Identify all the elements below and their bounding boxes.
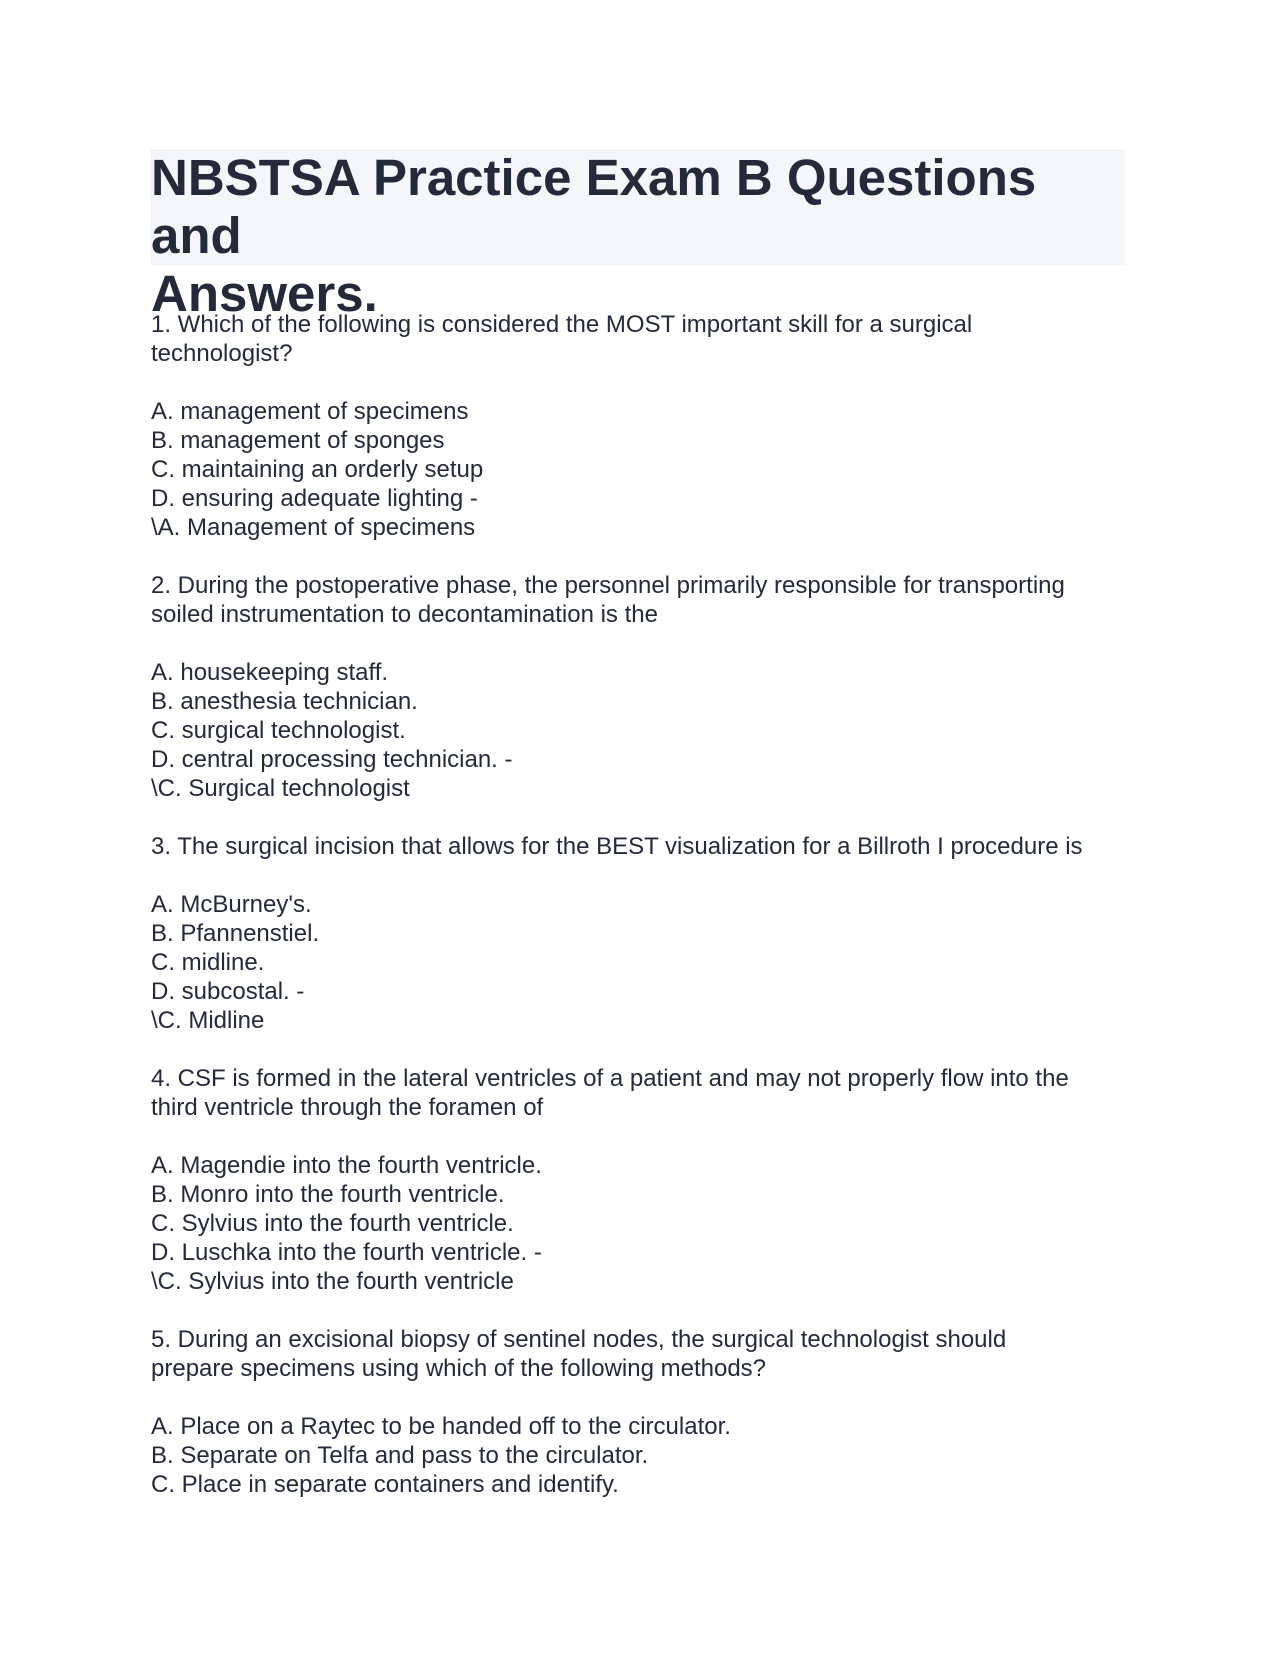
answer-option: A. housekeeping staff. — [151, 659, 389, 686]
answer-option: B. anesthesia technician. — [151, 688, 418, 715]
answer-option: A. McBurney's. — [151, 891, 312, 918]
title-block — [150, 149, 1125, 322]
question-5 — [151, 1325, 1151, 1499]
question-prompt-line: soiled instrumentation to decontamination is the — [151, 601, 658, 628]
spacer — [151, 1383, 1151, 1412]
question-prompt-line: 2. During the postoperative phase, the personnel primarily responsible for transporting — [151, 572, 1065, 599]
question-prompt-line: 1. Which of the following is considered the MOST important skill for a surgical — [151, 311, 973, 338]
spacer — [151, 629, 1151, 658]
question-prompt-line: 3. The surgical incision that allows for the BEST visualization for a Billroth I procedure is — [151, 833, 1083, 860]
answer-option: A. management of specimens — [151, 398, 469, 425]
spacer — [151, 368, 1151, 397]
answer-option: C. surgical technologist. — [151, 717, 406, 744]
answer-option: B. Separate on Telfa and pass to the circulator. — [151, 1442, 649, 1469]
question-3 — [151, 832, 1151, 1035]
answer-option: C. midline. — [151, 949, 265, 976]
question-list — [151, 310, 1151, 1528]
question-prompt-line: technologist? — [151, 340, 293, 367]
question-2 — [151, 571, 1151, 803]
page-title: NBSTSA Practice Exam B Questions and Answers. — [151, 149, 1037, 322]
answer-option: B. Pfannenstiel. — [151, 920, 320, 947]
question-prompt-line: prepare specimens using which of the following methods? — [151, 1355, 767, 1382]
correct-answer: \C. Surgical technologist — [151, 775, 410, 802]
question-prompt-line: 5. During an excisional biopsy of sentinel nodes, the surgical technologist should — [151, 1326, 1007, 1353]
question-1 — [151, 310, 1151, 542]
correct-answer: \A. Management of specimens — [151, 514, 476, 541]
answer-option: C. maintaining an orderly setup — [151, 456, 484, 483]
answer-option: D. ensuring adequate lighting - — [151, 485, 478, 512]
spacer — [151, 1122, 1151, 1151]
question-prompt-line: third ventricle through the foramen of — [151, 1094, 544, 1121]
answer-option: B. management of sponges — [151, 427, 445, 454]
correct-answer: \C. Midline — [151, 1007, 265, 1034]
correct-answer: \C. Sylvius into the fourth ventricle — [151, 1268, 514, 1295]
answer-option: C. Place in separate containers and identify. — [151, 1471, 619, 1498]
answer-option: D. central processing technician. - — [151, 746, 513, 773]
spacer — [151, 861, 1151, 890]
answer-option: D. subcostal. - — [151, 978, 305, 1005]
answer-option: A. Magendie into the fourth ventricle. — [151, 1152, 542, 1179]
answer-option: B. Monro into the fourth ventricle. — [151, 1181, 505, 1208]
answer-option: A. Place on a Raytec to be handed off to the circulator. — [151, 1413, 731, 1440]
question-prompt-line: 4. CSF is formed in the lateral ventricles of a patient and may not properly flow into the — [151, 1065, 1069, 1092]
answer-option: C. Sylvius into the fourth ventricle. — [151, 1210, 514, 1237]
answer-option: D. Luschka into the fourth ventricle. - — [151, 1239, 542, 1266]
question-4 — [151, 1064, 1151, 1296]
